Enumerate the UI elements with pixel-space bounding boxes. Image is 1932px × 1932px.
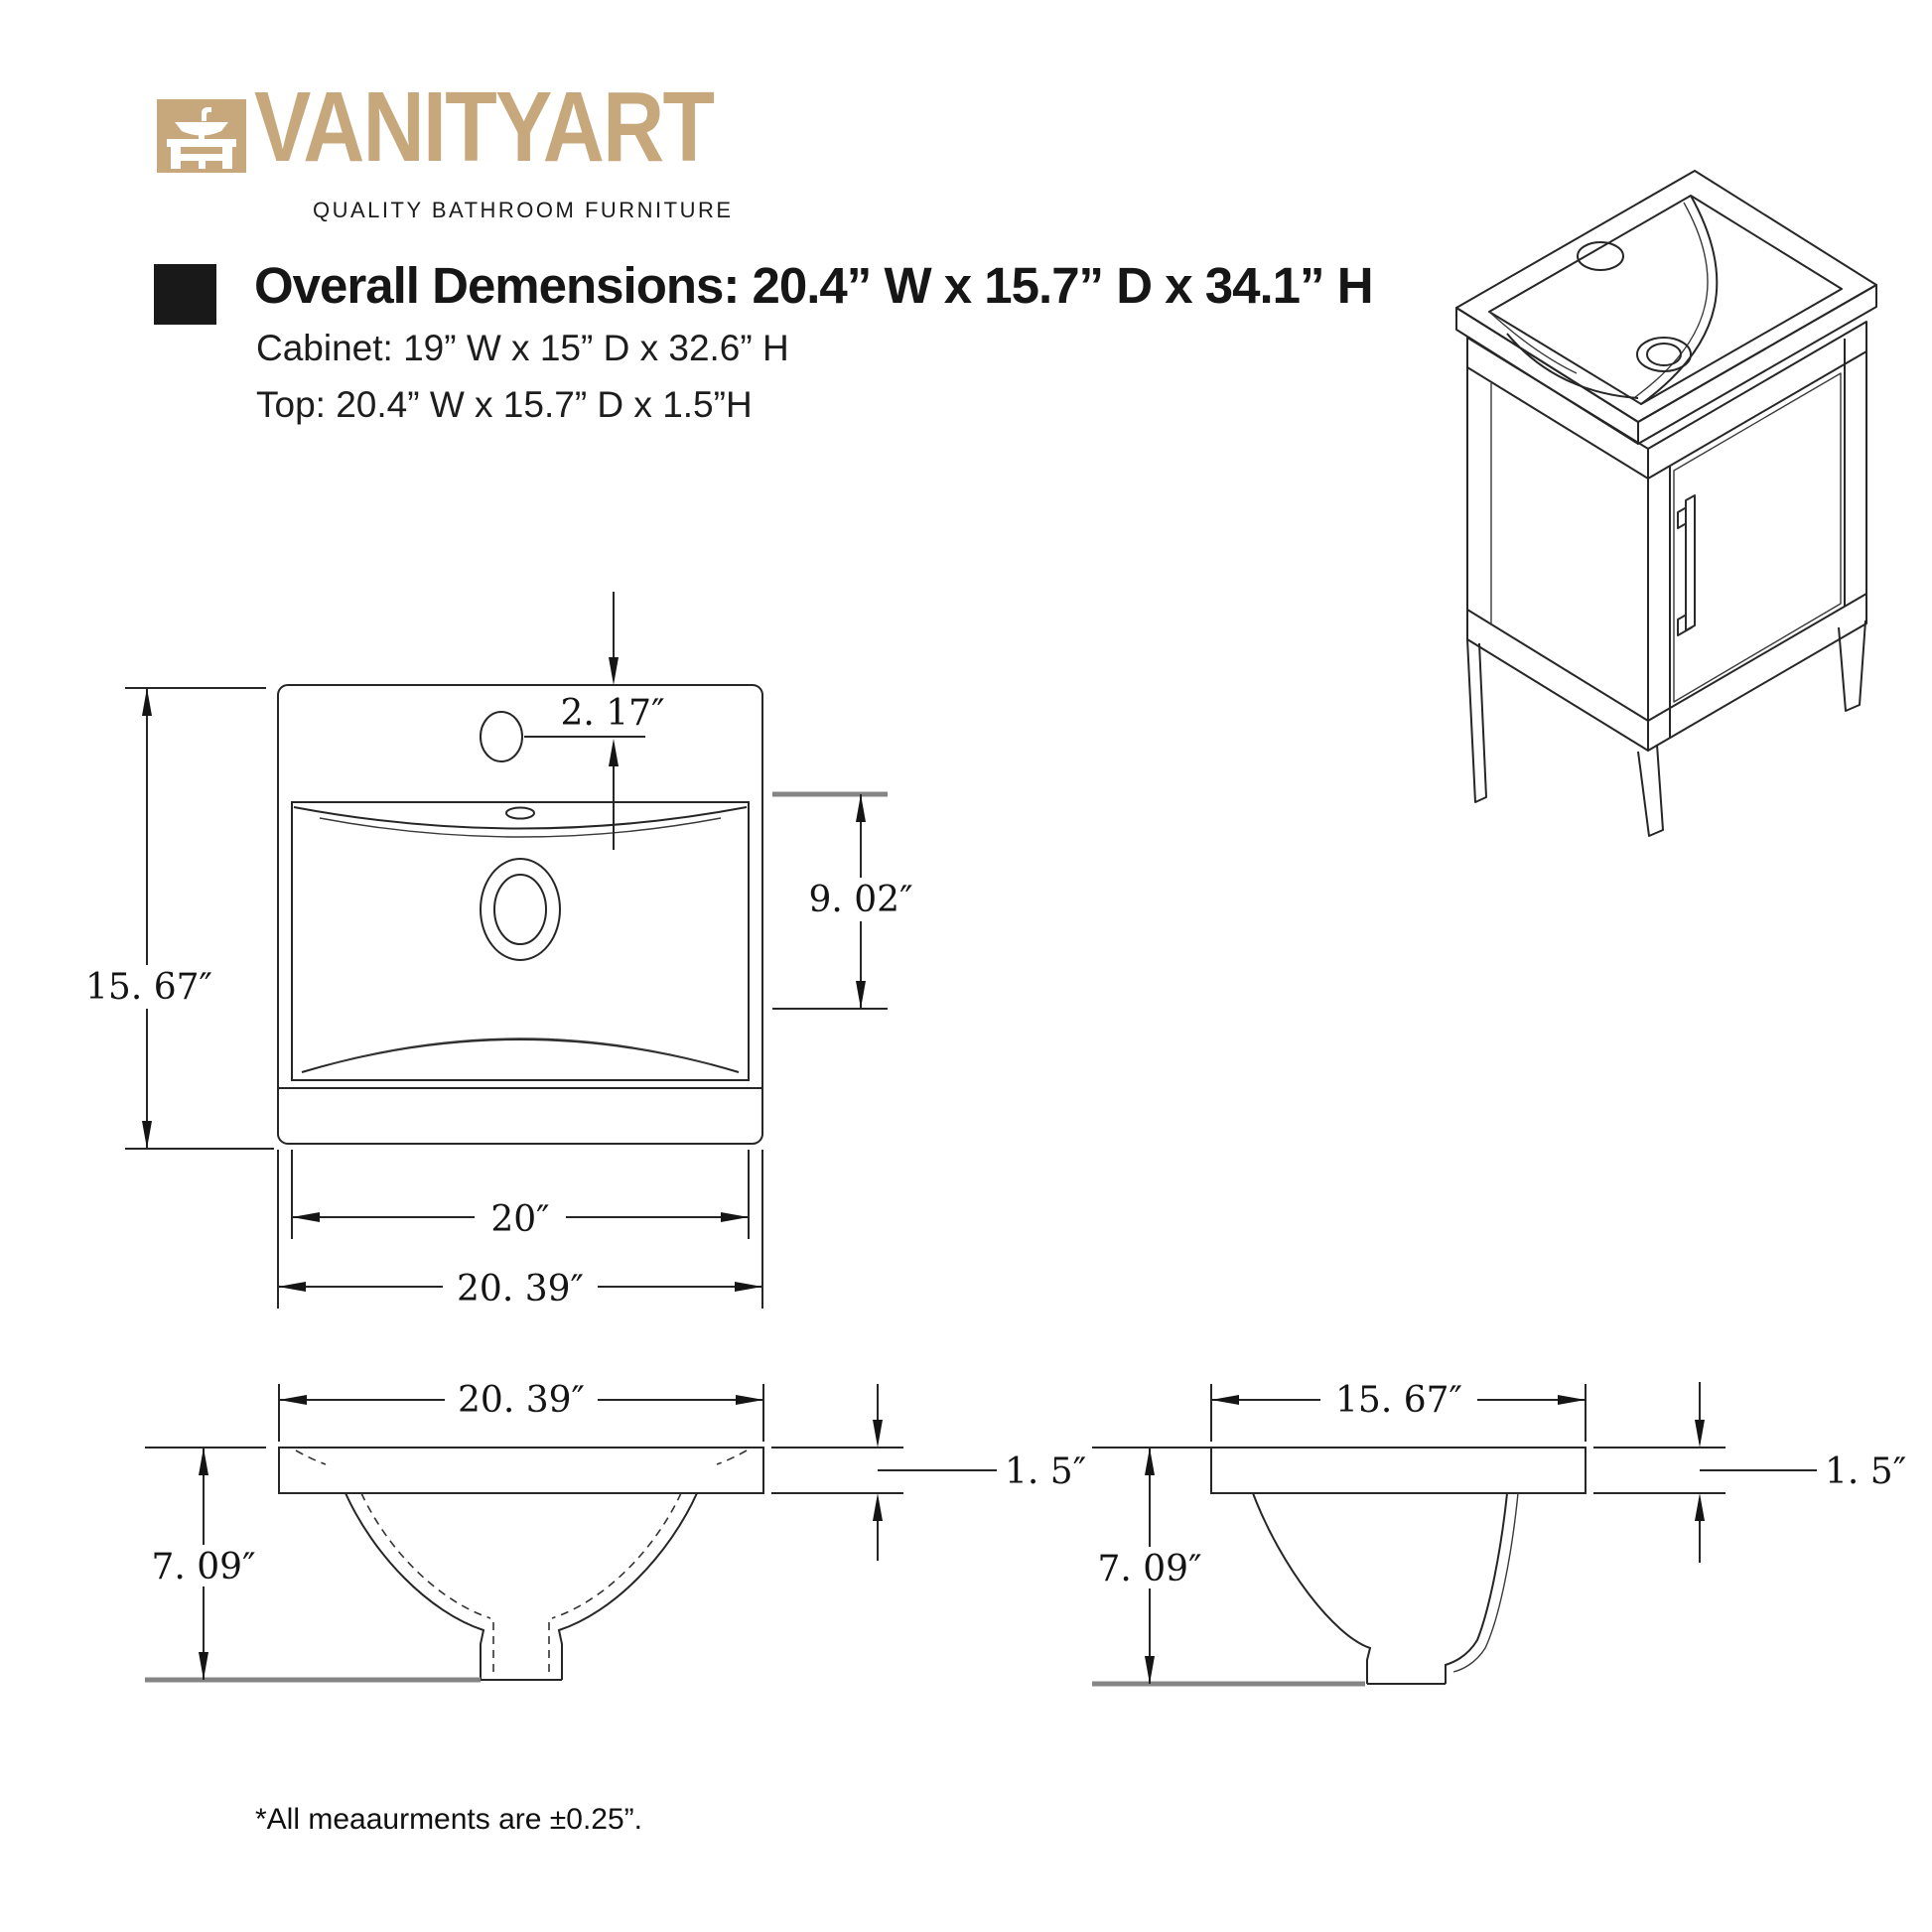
dim-label-front-width: 20. 39″	[458, 1380, 585, 1421]
dim-label-overall-width: 20. 39″	[457, 1269, 584, 1310]
tolerance-footnote: *All meaaurments are ±0.25”.	[255, 1803, 642, 1836]
dim-top-depth	[85, 688, 274, 1149]
overall-dimensions-heading: Overall Demensions: 20.4” W x 15.7” D x 34.1” H	[254, 257, 1373, 314]
dim-label-top-depth: 15. 67″	[85, 967, 212, 1008]
dim-label-side-height: 7. 09″	[1097, 1549, 1202, 1589]
dim-label-front-thickness: 1. 5″	[1005, 1451, 1087, 1492]
dim-front-thickness	[771, 1384, 1086, 1561]
top-view	[85, 592, 923, 1310]
dim-label-front-height: 7. 09″	[151, 1547, 256, 1587]
cabinet-dimensions-line: Cabinet: 19” W x 15” D x 32.6” H	[256, 328, 789, 368]
front-section-view	[143, 1378, 1086, 1680]
dim-inner-width	[292, 1150, 749, 1240]
dim-side-thickness	[1593, 1382, 1906, 1563]
dim-label-basin-depth: 9. 02″	[808, 880, 913, 920]
dim-side-depth	[1211, 1378, 1586, 1442]
dim-label-faucet-offset: 2. 17″	[560, 693, 665, 734]
side-section-view	[1088, 1378, 1906, 1684]
isometric-view	[1456, 171, 1876, 836]
brand-name: VANITYART	[254, 71, 714, 183]
dim-label-side-depth: 15. 67″	[1335, 1380, 1462, 1421]
dim-faucet-offset	[558, 592, 667, 850]
dim-basin-depth	[772, 794, 923, 1009]
dim-label-inner-width: 20″	[490, 1199, 550, 1240]
dim-front-width	[279, 1378, 763, 1442]
dim-front-height	[143, 1448, 266, 1680]
brand-tagline: QUALITY BATHROOM FURNITURE	[313, 198, 734, 222]
dim-label-side-thickness: 1. 5″	[1825, 1451, 1907, 1492]
dim-side-height	[1088, 1448, 1215, 1684]
top-dimensions-line: Top: 20.4” W x 15.7” D x 1.5”H	[256, 384, 753, 425]
